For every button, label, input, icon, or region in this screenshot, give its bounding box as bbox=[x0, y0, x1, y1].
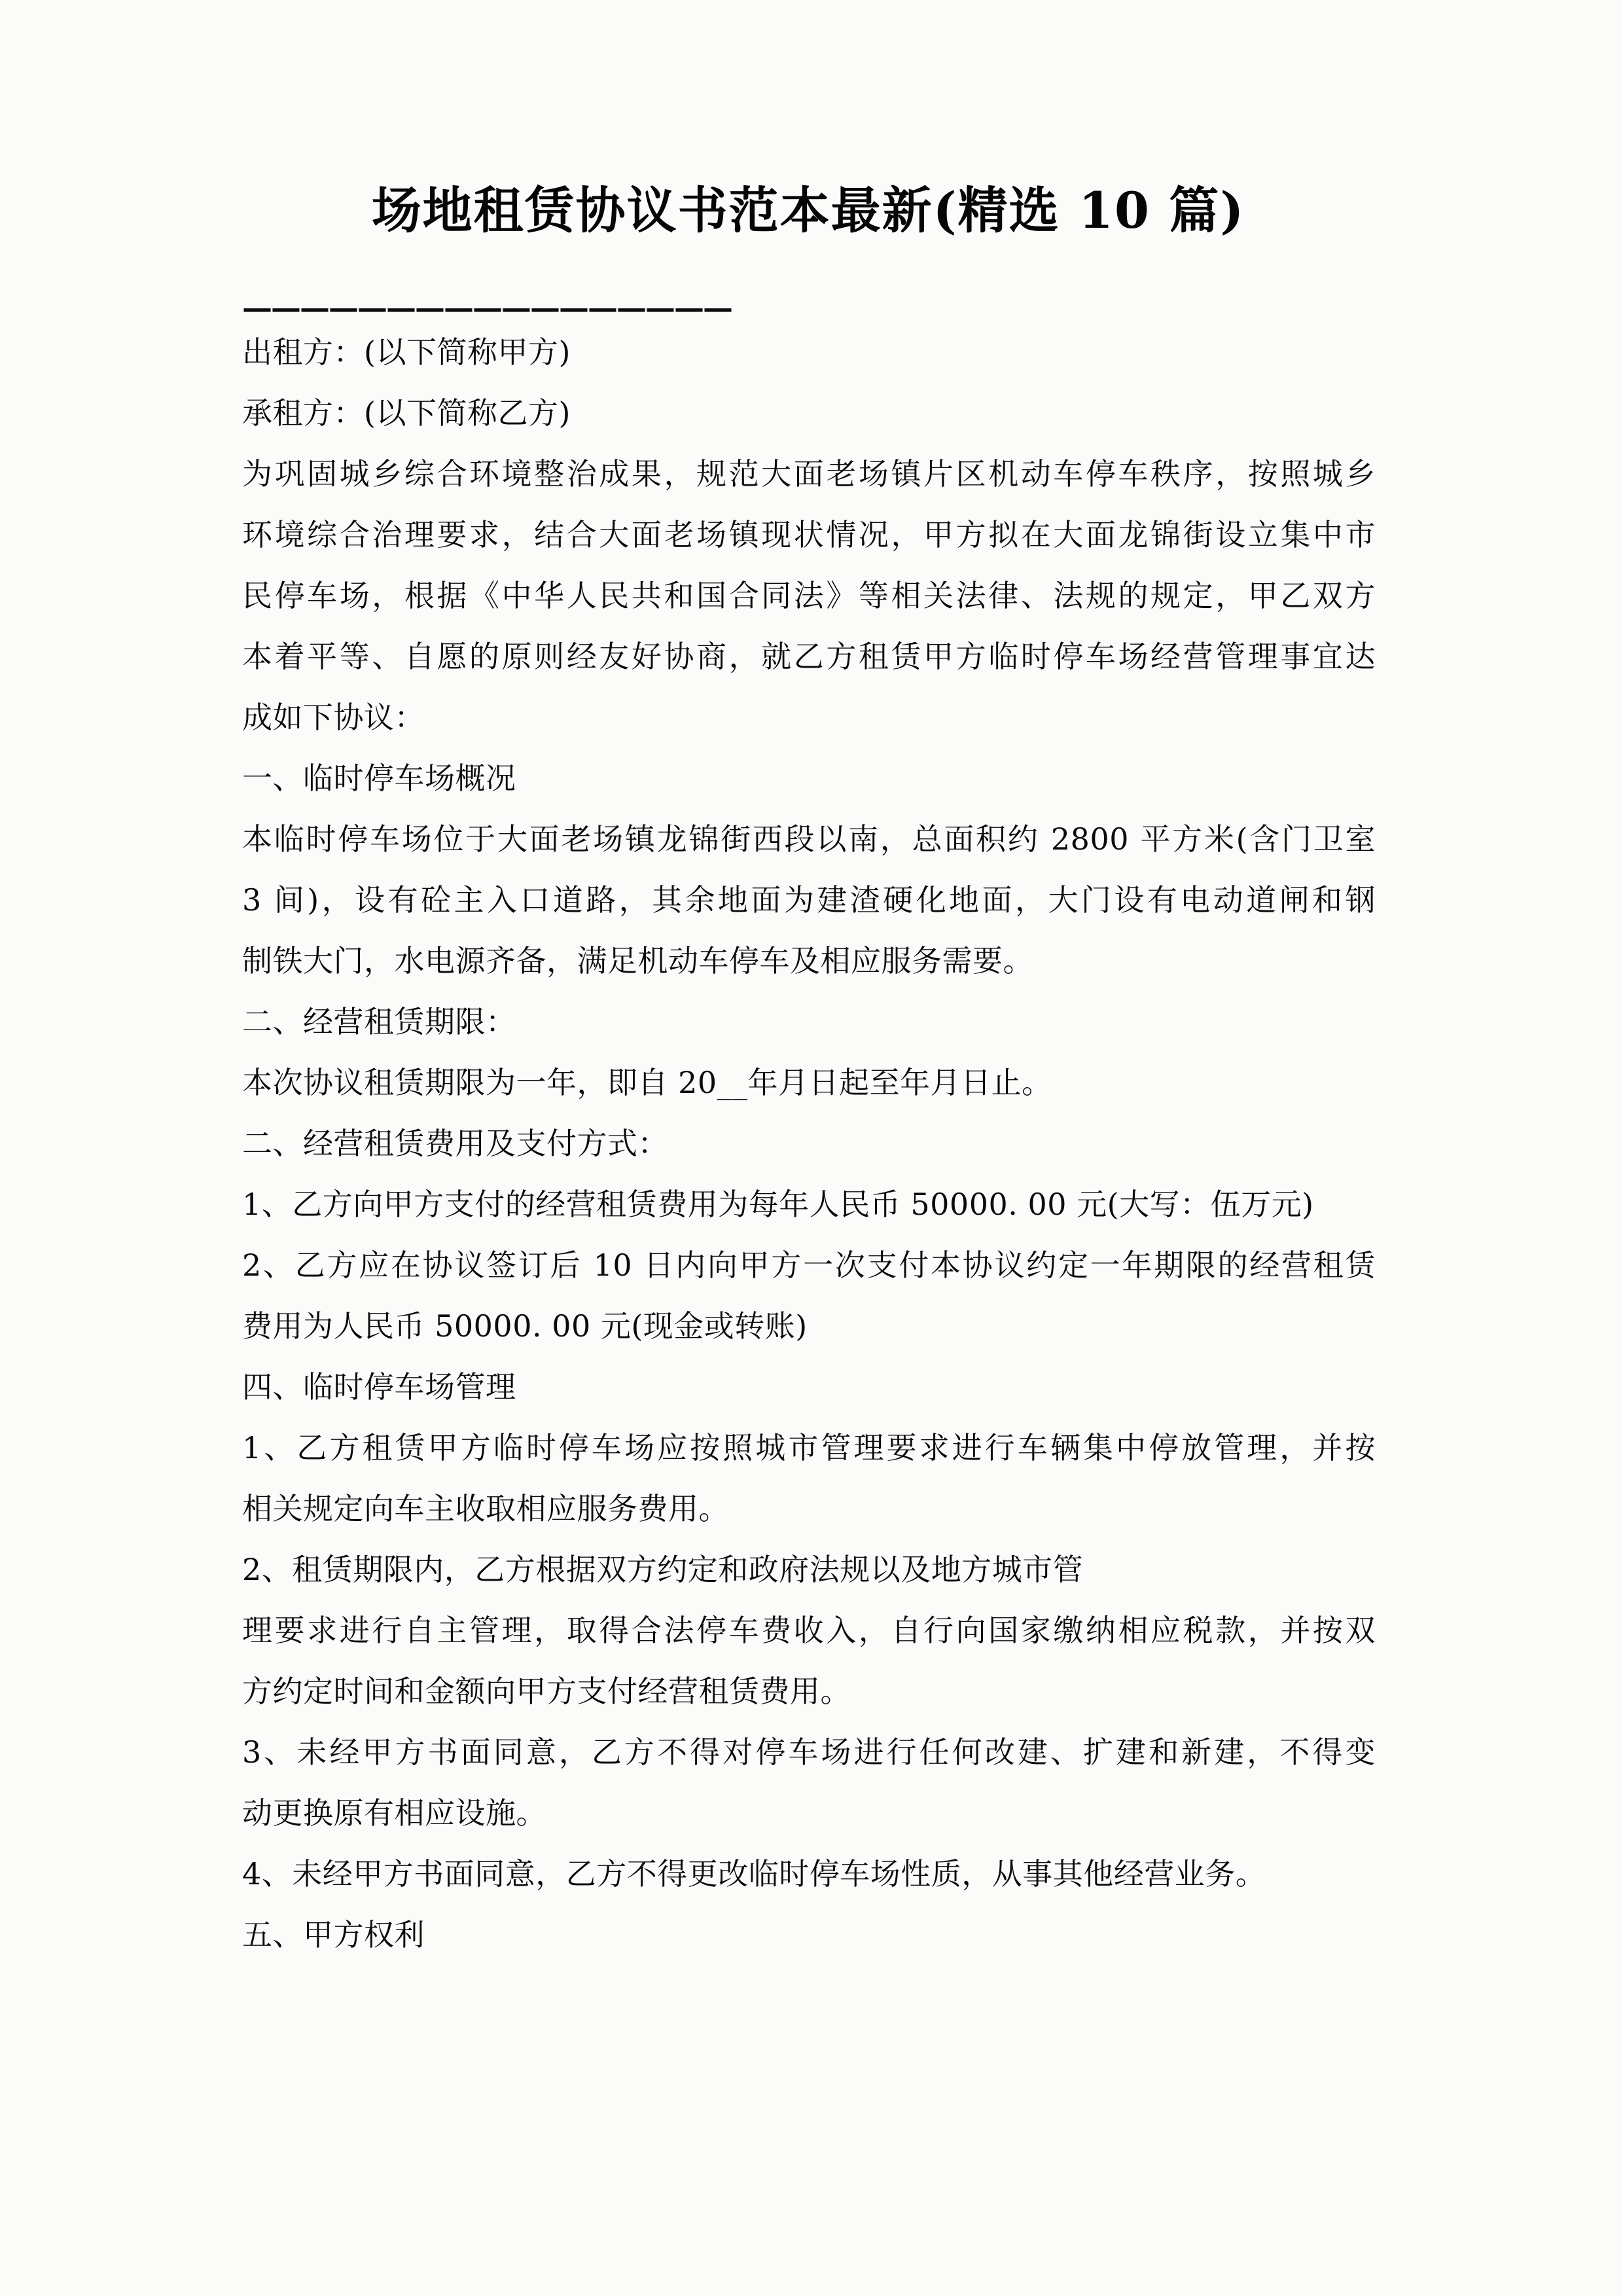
paragraph-line-preamble-2: 环境综合治理要求，结合大面老场镇现状情况，甲方拟在大面龙锦街设立集中市 bbox=[242, 517, 1376, 552]
paragraph-line-sec-4-item-1b: 相关规定向车主收取相应服务费用。 bbox=[242, 1491, 729, 1526]
paragraph-line-sec-1-heading: 一、临时停车场概况 bbox=[242, 761, 516, 796]
paragraph-line-sec-1-body-3: 制铁大门，水电源齐备，满足机动车停车及相应服务需要。 bbox=[242, 943, 1033, 978]
paragraph-line-preamble-5: 成如下协议： bbox=[242, 700, 425, 735]
paragraph-line-sec-4-heading: 四、临时停车场管理 bbox=[242, 1369, 516, 1405]
paragraph-line-sec-4-item-2c: 方约定时间和金额向甲方支付经营租赁费用。 bbox=[242, 1674, 851, 1709]
page-title: 场地租赁协议书范本最新(精选 10 篇) bbox=[371, 181, 1245, 240]
paragraph-line-sec-4-item-3b: 动更换原有相应设施。 bbox=[242, 1795, 546, 1831]
paragraph-line-sec-1-body-2: 3 间)，设有砼主入口道路，其余地面为建渣硬化地面，大门设有电动道闸和钢 bbox=[242, 882, 1376, 918]
paragraph-line-lessee: 承租方：(以下简称乙方) bbox=[242, 395, 571, 431]
paragraph-line-preamble-1: 为巩固城乡综合环境整治成果，规范大面老场镇片区机动车停车秩序，按照城乡 bbox=[242, 456, 1376, 492]
paragraph-line-sec-4-item-4: 4、未经甲方书面同意，乙方不得更改临时停车场性质，从事其他经营业务。 bbox=[242, 1856, 1266, 1892]
paragraph-line-sec-3-heading: 二、经营租赁费用及支付方式： bbox=[242, 1126, 668, 1161]
paragraph-line-preamble-4: 本着平等、自愿的原则经友好协商，就乙方租赁甲方临时停车场经营管理事宜达 bbox=[242, 639, 1376, 674]
paragraph-line-sec-5-heading: 五、甲方权利 bbox=[242, 1917, 425, 1952]
document-body bbox=[242, 322, 1376, 1965]
paragraph-line-sec-4-item-2b: 理要求进行自主管理，取得合法停车费收入，自行向国家缴纳相应税款，并按双 bbox=[242, 1613, 1376, 1648]
paragraph-line-sec-2-body-1: 本次协议租赁期限为一年，即自 20__年月日起至年月日止。 bbox=[242, 1065, 1052, 1100]
paragraph-line-sec-4-item-2a: 2、租赁期限内，乙方根据双方约定和政府法规以及地方城市管 bbox=[242, 1552, 1084, 1587]
paragraph-line-sec-1-body-1: 本临时停车场位于大面老场镇龙锦街西段以南，总面积约 2800 平方米(含门卫室 bbox=[242, 821, 1376, 857]
title-separator-rule: ————————————————— bbox=[242, 290, 732, 325]
paragraph-line-sec-3-item-2a: 2、乙方应在协议签订后 10 日内向甲方一次支付本协议约定一年期限的经营租赁 bbox=[242, 1247, 1376, 1283]
paragraph-line-lessor: 出租方：(以下简称甲方) bbox=[242, 334, 571, 370]
paragraph-line-sec-2-heading: 二、经营租赁期限： bbox=[242, 1004, 516, 1039]
paragraph-line-sec-4-item-3a: 3、未经甲方书面同意，乙方不得对停车场进行任何改建、扩建和新建，不得变 bbox=[242, 1734, 1376, 1770]
paragraph-line-preamble-3: 民停车场，根据《中华人民共和国合同法》等相关法律、法规的规定，甲乙双方 bbox=[242, 578, 1376, 613]
paragraph-line-sec-3-item-1: 1、乙方向甲方支付的经营租赁费用为每年人民币 50000. 00 元(大写：伍万元) bbox=[242, 1187, 1314, 1222]
paragraph-line-sec-4-item-1a: 1、乙方租赁甲方临时停车场应按照城市管理要求进行车辆集中停放管理，并按 bbox=[242, 1430, 1376, 1465]
paragraph-line-sec-3-item-2b: 费用为人民币 50000. 00 元(现金或转账) bbox=[242, 1308, 808, 1344]
